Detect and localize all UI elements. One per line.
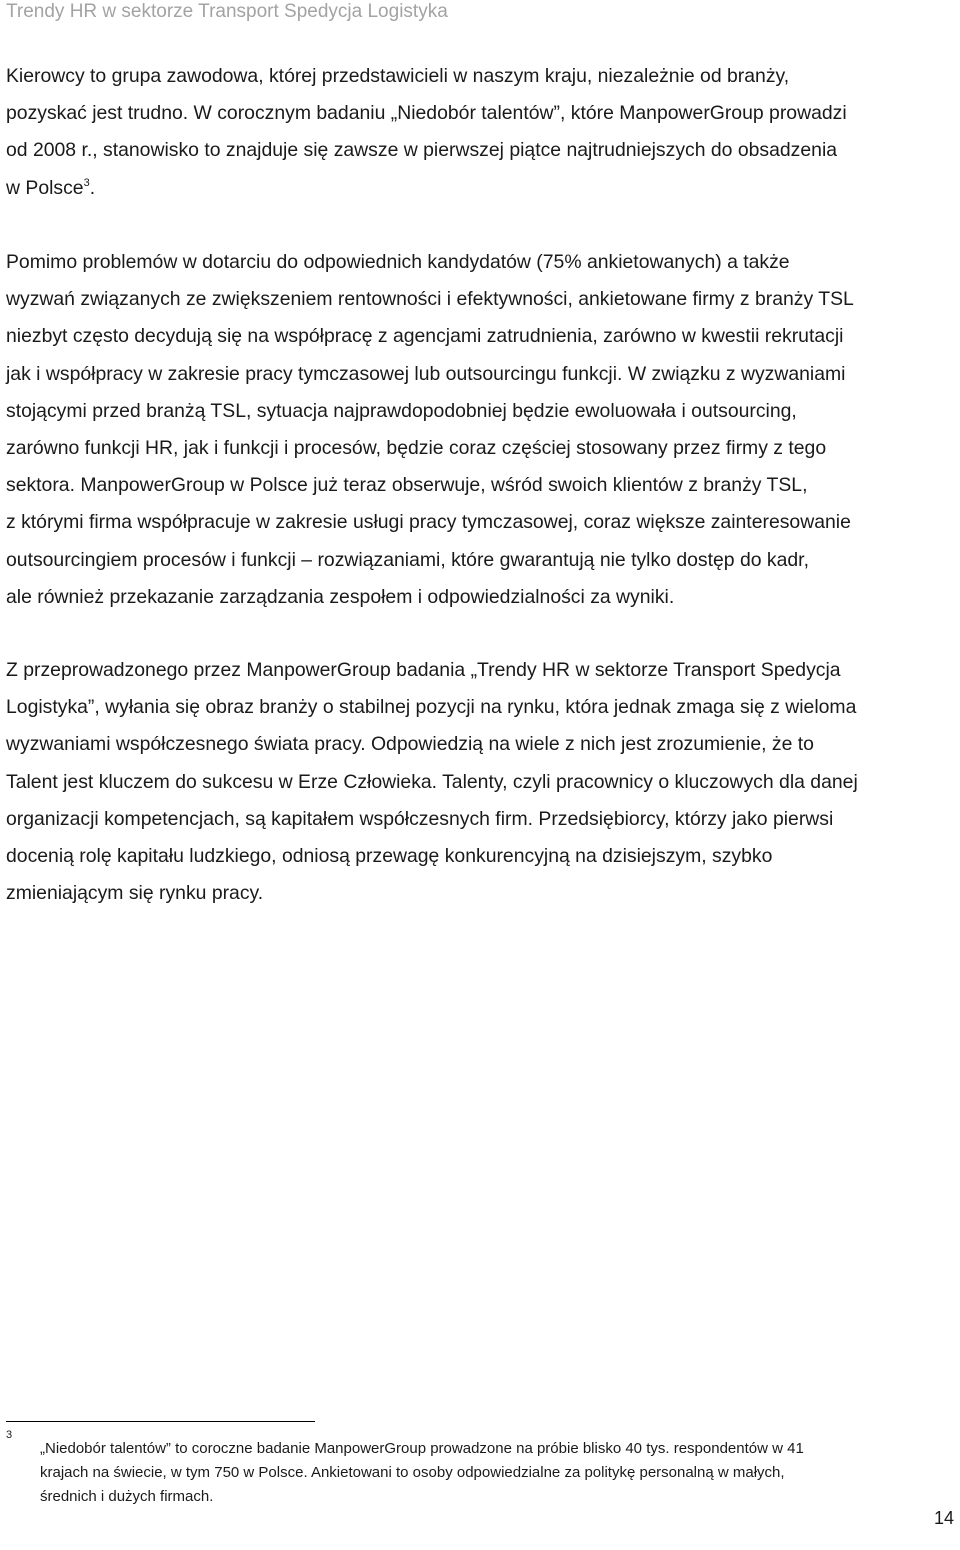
paragraph-line: Pomimo problemów w dotarciu do odpowiednich kandydatów (75% ankietowanych) a także bbox=[6, 251, 790, 273]
page-number: 14 bbox=[933, 1508, 954, 1528]
paragraph-line: wyzwań związanych ze zwiększeniem rentowności i efektywności, ankietowane firmy z branży TSL bbox=[6, 288, 854, 311]
paragraph-line: Kierowcy to grupa zawodowa, której przedstawicieli w naszym kraju, niezależnie od branży, bbox=[6, 65, 790, 87]
sentence-end: . bbox=[89, 176, 96, 199]
paragraph-line: zarówno funkcji HR, jak i funkcji i procesów, będzie coraz częściej stosowany przez firmy z tego bbox=[6, 437, 827, 460]
paragraph-line: Logistyka”, wyłania się obraz branży o stabilnej pozycji na rynku, która jednak zmaga się z wieloma bbox=[6, 696, 857, 719]
footnote-line: krajach na świecie, w tym 750 w Polsce. Ankietowani to osoby odpowiedzialne za politykę personalną w małych, bbox=[40, 1464, 785, 1481]
paragraph-line: od 2008 r., stanowisko to znajduje się zawsze w pierwszej piątce najtrudniejszych do obsadzenia bbox=[6, 139, 838, 162]
paragraph-line: w Polsce bbox=[6, 176, 84, 199]
footnote-separator bbox=[6, 1421, 315, 1422]
footnote-reference[interactable]: 3 bbox=[83, 176, 90, 189]
footnote-text bbox=[40, 1437, 940, 1509]
footnote-line: „Niedobór talentów” to coroczne badanie ManpowerGroup prowadzone na próbie blisko 40 tys. respondentów w 41 bbox=[40, 1440, 804, 1457]
paragraph-line: Z przeprowadzonego przez ManpowerGroup badania „Trendy HR w sektorze Transport Spedycja bbox=[6, 659, 841, 681]
running-header: Trendy HR w sektorze Transport Spedycja Logistyka bbox=[6, 1, 448, 22]
paragraph-line: organizacji kompetencjach, są kapitałem współczesnych firm. Przedsiębiorcy, którzy jako pierwsi bbox=[6, 807, 834, 830]
footnote-number: 3 bbox=[6, 1429, 13, 1441]
paragraph-line: jak i współpracy w zakresie pracy tymczasowej lub outsourcingu funkcji. W związku z wyzwaniami bbox=[6, 362, 846, 385]
paragraph-study-summary bbox=[6, 652, 956, 912]
footnote-line: średnich i dużych firmach. bbox=[40, 1488, 214, 1505]
paragraph-drivers bbox=[6, 58, 956, 207]
paragraph-line: Talent jest kluczem do sukcesu w Erze Człowieka. Talenty, czyli pracownicy o kluczowych dla danej bbox=[6, 770, 858, 793]
paragraph-line-with-footnote bbox=[6, 170, 956, 207]
paragraph-line: stojącymi przed branżą TSL, sytuacja najprawdopodobniej będzie ewoluowała i outsourcing, bbox=[6, 399, 797, 422]
paragraph-line: zmieniającym się rynku pracy. bbox=[6, 882, 264, 905]
paragraph-line: sektora. ManpowerGroup w Polsce już teraz obserwuje, wśród swoich klientów z branży TSL, bbox=[6, 474, 808, 497]
paragraph-line: wyzwaniami współczesnego świata pracy. Odpowiedzią na wiele z nich jest zrozumienie, że to bbox=[6, 733, 814, 756]
paragraph-line: docenią rolę kapitału ludzkiego, odniosą przewagę konkurencyjną na dzisiejszym, szybko bbox=[6, 845, 773, 868]
paragraph-line: outsourcingiem procesów i funkcji – rozwiązaniami, które gwarantują nie tylko dostęp do kadr, bbox=[6, 548, 809, 571]
paragraph-line: pozyskać jest trudno. W corocznym badaniu „Niedobór talentów”, które ManpowerGroup prowadzi bbox=[6, 102, 847, 125]
paragraph-line: niezbyt często decydują się na współpracę z agencjami zatrudnienia, zarówno w kwestii rekrutacji bbox=[6, 325, 844, 348]
paragraph-line: z którymi firma współpracuje w zakresie usługi pracy tymczasowej, coraz większe zainteresowanie bbox=[6, 511, 851, 534]
paragraph-line: ale również przekazanie zarządzania zespołem i odpowiedzialności za wyniki. bbox=[6, 585, 675, 608]
paragraph-outsourcing bbox=[6, 244, 956, 616]
